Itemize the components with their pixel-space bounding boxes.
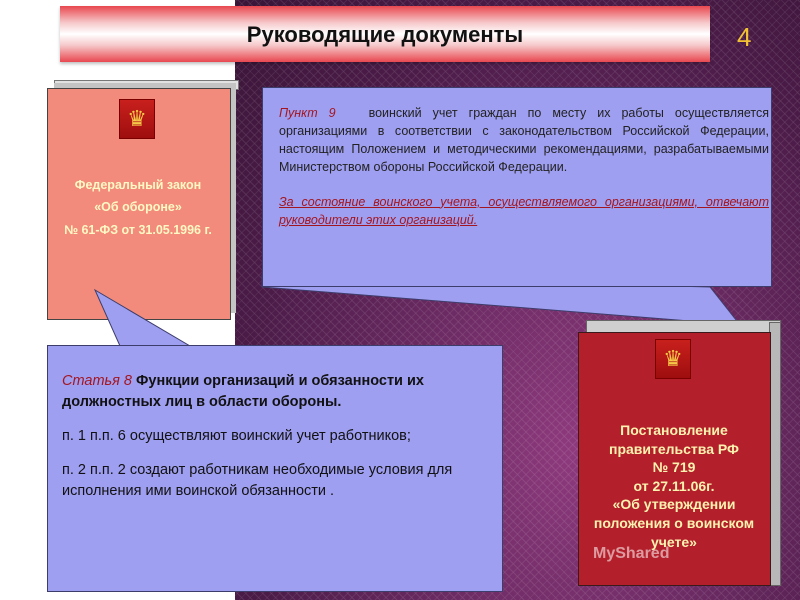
article8-text xyxy=(62,371,492,515)
page-number: 4 xyxy=(737,22,752,52)
article8-item2: п. 2 п.п. 2 создают работникам необходимые условия для исполнения ими воинской обязанности . xyxy=(62,462,453,500)
point9-text xyxy=(279,104,769,229)
decree-date: от 27.11.06г. xyxy=(633,477,715,494)
article8-item1: п. 1 п.п. 6 осуществляют воинский учет работников; xyxy=(62,428,411,445)
title-bar xyxy=(60,6,710,62)
decree-name: «Об утверждении положения о воинском учете» xyxy=(593,496,755,550)
law-number: № 61-ФЗ от 31.05.1996 г. xyxy=(64,222,212,237)
law-text xyxy=(50,178,226,245)
watermark: MyShared xyxy=(593,545,670,562)
russian-coat-of-arms-icon: ♛ xyxy=(119,99,155,139)
decree-number: № 719 xyxy=(652,459,696,476)
slide-title: Руководящие документы xyxy=(246,22,524,47)
article8-lead: Статья 8 xyxy=(62,373,132,389)
decree-text xyxy=(584,421,764,551)
russian-coat-of-arms-icon: ♛ xyxy=(655,339,691,379)
point9-lead: Пункт 9 xyxy=(279,106,336,120)
law-type: Федеральный закон xyxy=(74,178,202,192)
article8-heading: Функции организаций и обязанности их должностных лиц в области обороны. xyxy=(62,373,424,411)
law-name: «Об обороне» xyxy=(94,200,182,215)
point9-body: воинский учет граждан по месту их работы осуществляется организациями в соответствии с законодательством Российской Федерации, настоящим Положением и методическими рекомендациями, разрабатываемыми Министерством обороны Российской Федерации. xyxy=(279,106,769,175)
point9-responsibility: За состояние воинского учета, осуществляемого организациями, отвечают руководители этих организаций. xyxy=(279,194,769,227)
decree-type: Постановление правительства РФ xyxy=(609,422,739,457)
